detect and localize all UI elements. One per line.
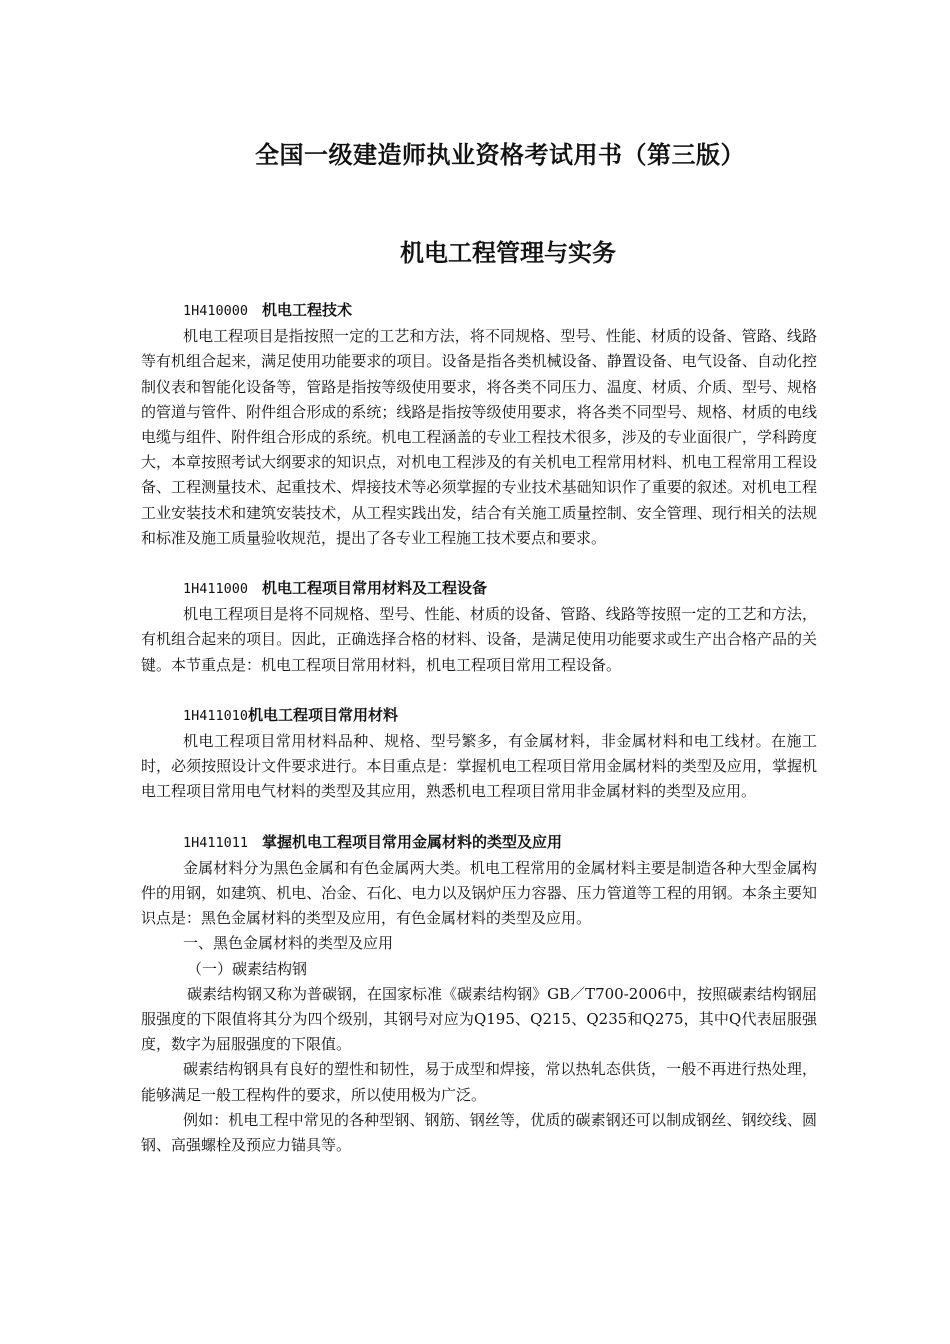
paragraph: 机电工程项目是将不同规格、型号、性能、材质的设备、管路、线路等按照一定的工艺和方法，有机组合起来的项目。因此，正确选择合格的材料、设备，是满足使用功能要求或生产出合格产品的关键。本节重点是：机电工程项目常用材料，机电工程项目常用工程设备。: [141, 605, 817, 674]
paragraph: 机电工程项目常用材料品种、规格、型号繁多，有金属材料，非金属材料和电工线材。在施工时，必须按照设计文件要求进行。本目重点是：掌握机电工程项目常用金属材料的类型及应用，掌握机电工程项目常用电气材料的类型及其应用，熟悉机电工程项目常用非金属材料的类型及应用。: [141, 732, 817, 801]
section-1h411010: [141, 703, 817, 805]
section-code: 1H411000: [183, 581, 249, 598]
section-code: 1H410000: [183, 303, 249, 319]
section-1h411011: [141, 830, 817, 1159]
list-subheading-carbon-steel: （一）碳素结构钢: [187, 959, 308, 978]
document-body: [141, 298, 817, 1158]
section-1h410000: [141, 298, 817, 551]
section-heading: [141, 298, 817, 324]
section-code: 1H411011: [183, 834, 249, 851]
section-code: 1H411010: [183, 707, 249, 724]
paragraph: 碳素结构钢又称为普碳钢，在国家标准《碳素结构钢》GB／T700-2006中，按照碳素结构钢屈服强度的下限值将其分为四个级别，其钢号对应为Q195、Q215、Q235和Q275，其中Q代表屈服强度，数字为屈服强度的下限值。: [141, 984, 817, 1054]
paragraph: 碳素结构钢具有良好的塑性和韧性，易于成型和焊接，常以热轧态供货，一般不再进行热处理，能够满足一般工程构件的要求，所以使用极为广泛。: [141, 1060, 817, 1104]
section-title: 机电工程项目常用材料: [248, 705, 399, 724]
section-title: 机电工程项目常用材料及工程设备: [262, 579, 488, 598]
list-heading-ferrous-metals: 一、黑色金属材料的类型及应用: [183, 934, 394, 953]
paragraph: 金属材料分为黑色金属和有色金属两大类。机电工程常用的金属材料主要是制造各种大型金属构件的用钢，如建筑、机电、冶金、石化、电力以及锅炉压力容器、压力管道等工程的用钢。本条主要知识点是：黑色金属材料的类型及应用，有色金属材料的类型及应用。: [141, 858, 817, 928]
section-1h411000: [141, 576, 817, 678]
document-title: 全国一级建造师执业资格考试用书（第三版）: [255, 140, 745, 169]
section-heading: [141, 576, 817, 602]
paragraph: 机电工程项目是指按照一定的工艺和方法，将不同规格、型号、性能、材质的设备、管路、线路等有机组合起来，满足使用功能要求的项目。设备是指各类机械设备、静置设备、电气设备、自动化控制仪表和智能化设备等，管路是指按等级使用要求，将各类不同压力、温度、材质、介质、型号、规格的管道与管件、附件组合形成的系统；线路是指按等级使用要求，将各类不同型号、规格、材质的电线电缆与组件、附件组合形成的系统。机电工程涵盖的专业工程技术很多，涉及的专业面很广，学科跨度大，本章按照考试大纲要求的知识点，对机电工程涉及的有关机电工程常用材料、机电工程常用工程设备、工程测量技术、起重技术、焊接技术等必须掌握的专业技术基础知识作了重要的叙述。对机电工程工业安装技术和建筑安装技术，从工程实践出发，结合有关施工质量控制、安全管理、现行相关的法规和标准及施工质量验收规范，提出了各专业工程施工技术要点和要求。: [141, 327, 817, 547]
section-heading: [141, 703, 817, 729]
section-title: 机电工程技术: [262, 301, 353, 319]
section-title: 掌握机电工程项目常用金属材料的类型及应用: [262, 832, 563, 851]
paragraph: 例如：机电工程中常见的各种型钢、钢筋、钢丝等，优质的碳素钢还可以制成钢丝、钢绞线、圆钢、高强螺栓及预应力锚具等。: [141, 1110, 817, 1155]
section-heading: [141, 830, 817, 856]
document-subtitle: 机电工程管理与实务: [400, 238, 616, 267]
